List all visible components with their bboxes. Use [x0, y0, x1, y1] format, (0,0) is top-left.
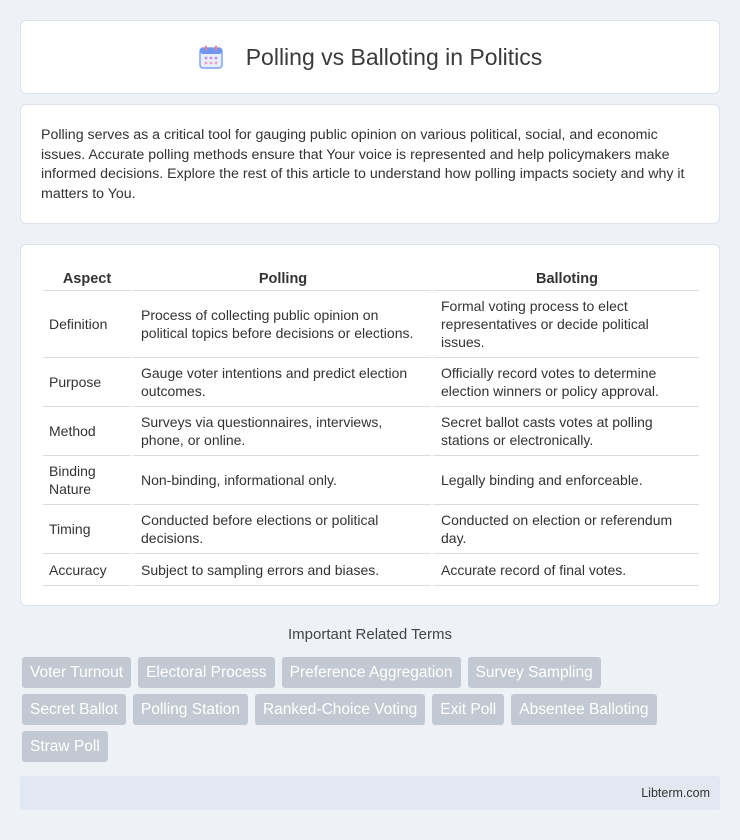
row-polling: Gauge voter intentions and predict election outcomes. — [131, 358, 431, 407]
row-aspect: Definition — [43, 291, 131, 358]
table-row — [43, 291, 699, 358]
row-polling: Surveys via questionnaires, interviews, phone, or online. — [131, 407, 431, 456]
row-balloting: Conducted on election or referendum day. — [431, 505, 699, 554]
header-aspect: Aspect — [43, 265, 131, 291]
row-aspect: Accuracy — [43, 554, 131, 586]
table-header-row — [43, 265, 699, 291]
row-balloting: Secret ballot casts votes at polling stations or electronically. — [431, 407, 699, 456]
comparison-table-card — [20, 244, 720, 606]
term-tag[interactable]: Ranked-Choice Voting — [255, 694, 425, 725]
term-tag[interactable]: Voter Turnout — [22, 657, 131, 688]
term-tag[interactable]: Absentee Balloting — [511, 694, 656, 725]
term-tag[interactable]: Preference Aggregation — [282, 657, 461, 688]
table-row — [43, 407, 699, 456]
calendar-icon — [198, 44, 224, 70]
row-aspect: Timing — [43, 505, 131, 554]
table-row — [43, 358, 699, 407]
page-title: Polling vs Balloting in Politics — [245, 43, 543, 70]
table-row — [43, 505, 699, 554]
footer — [20, 776, 720, 810]
related-terms-list — [22, 657, 722, 768]
row-balloting: Legally binding and enforceable. — [431, 456, 699, 505]
row-polling: Conducted before elections or political decisions. — [131, 505, 431, 554]
row-polling: Process of collecting public opinion on political topics before decisions or elections. — [131, 291, 431, 358]
comparison-table — [43, 265, 699, 586]
row-aspect: Method — [43, 407, 131, 456]
header-card — [20, 20, 720, 94]
term-tag[interactable]: Secret Ballot — [22, 694, 126, 725]
related-terms-title: Important Related Terms — [288, 626, 452, 643]
term-tag[interactable]: Straw Poll — [22, 731, 108, 762]
term-tag[interactable]: Exit Poll — [432, 694, 504, 725]
row-balloting: Accurate record of final votes. — [431, 554, 699, 586]
table-row — [43, 554, 699, 586]
row-polling: Subject to sampling errors and biases. — [131, 554, 431, 586]
row-aspect: Binding Nature — [43, 456, 131, 505]
term-tag[interactable]: Polling Station — [133, 694, 248, 725]
row-polling: Non-binding, informational only. — [131, 456, 431, 505]
row-aspect: Purpose — [43, 358, 131, 407]
table-row — [43, 456, 699, 505]
header-balloting: Balloting — [431, 265, 699, 291]
row-balloting: Formal voting process to elect representatives or decide political issues. — [431, 291, 699, 358]
term-tag[interactable]: Survey Sampling — [468, 657, 601, 688]
intro-card — [20, 104, 720, 224]
footer-site-link[interactable]: Libterm.com — [641, 786, 710, 800]
term-tag[interactable]: Electoral Process — [138, 657, 275, 688]
intro-text: Polling serves as a critical tool for gauging public opinion on various political, social, and economic issues. Accurate polling methods ensure that Your voice is represented and help policymakers make informed decisions. Explore the rest of this article to understand how polling impacts society and why it matters to You. — [41, 127, 685, 202]
header-polling: Polling — [131, 265, 431, 291]
row-balloting: Officially record votes to determine election winners or policy approval. — [431, 358, 699, 407]
